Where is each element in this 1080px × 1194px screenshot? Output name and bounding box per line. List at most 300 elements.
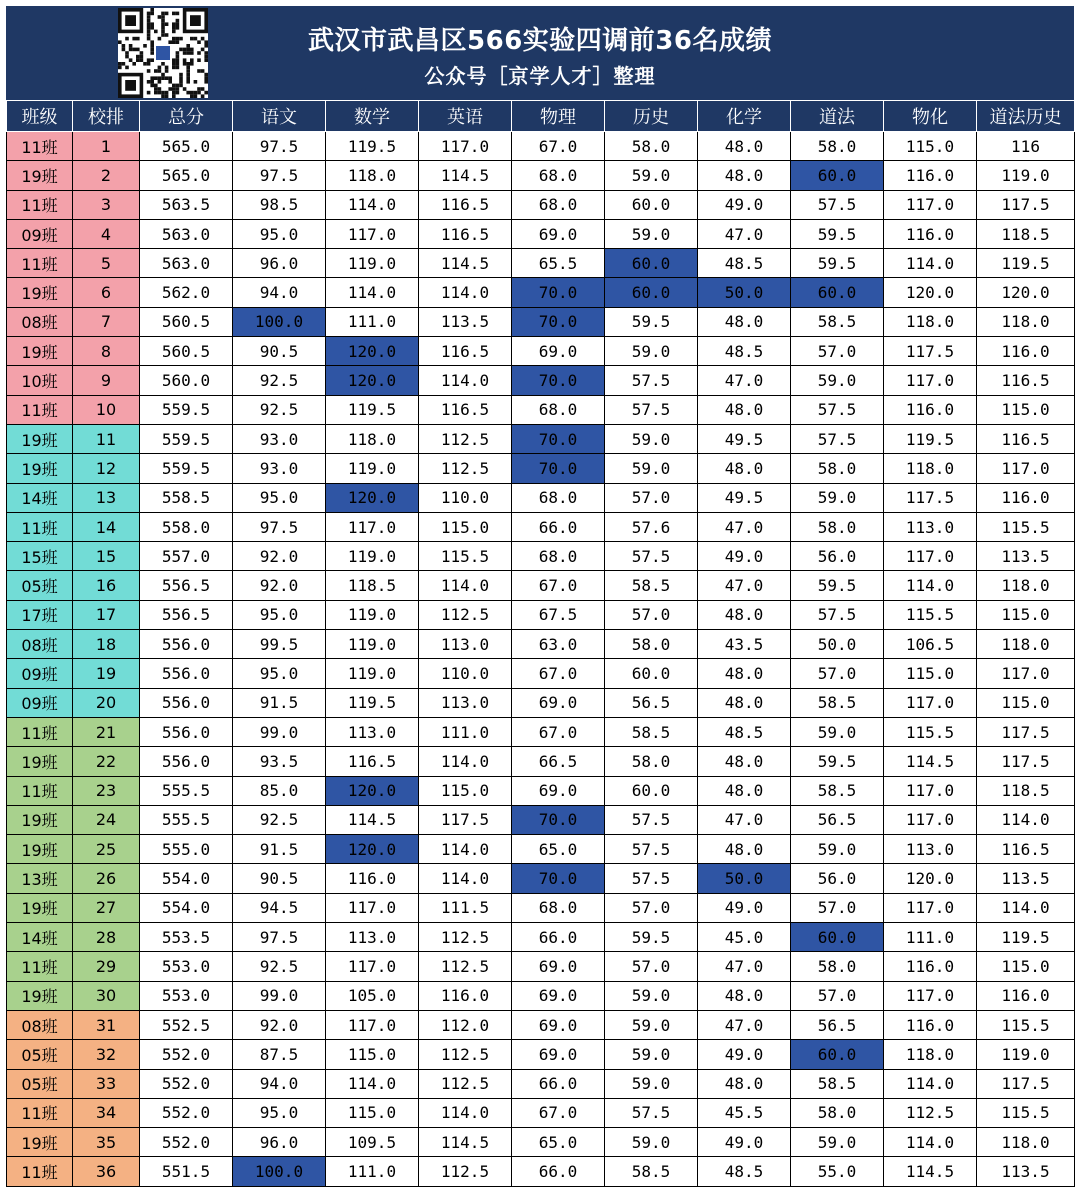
score-cell: 50.0	[791, 630, 884, 659]
score-cell: 59.0	[791, 835, 884, 864]
table-row	[7, 424, 1075, 453]
score-cell: 114.0	[884, 249, 977, 278]
score-cell: 60.0	[605, 776, 698, 805]
class-cell: 09班	[7, 219, 73, 248]
score-cell: 117.0	[419, 132, 512, 161]
score-cell: 552.0	[140, 1040, 233, 1069]
score-cell: 47.0	[698, 366, 791, 395]
score-cell: 552.5	[140, 1010, 233, 1039]
table-row	[7, 747, 1075, 776]
score-cell: 118.0	[977, 571, 1075, 600]
score-cell: 59.0	[791, 483, 884, 512]
score-cell: 556.5	[140, 571, 233, 600]
score-cell: 114.5	[326, 805, 419, 834]
table-row	[7, 454, 1075, 483]
table-row	[7, 278, 1075, 307]
table-row	[7, 366, 1075, 395]
score-cell: 560.0	[140, 366, 233, 395]
column-header: 物化	[884, 101, 977, 132]
score-cell: 68.0	[512, 190, 605, 219]
table-row	[7, 688, 1075, 717]
score-cell: 58.0	[605, 132, 698, 161]
score-cell: 554.0	[140, 893, 233, 922]
class-cell: 11班	[7, 190, 73, 219]
score-cell: 116.0	[884, 161, 977, 190]
score-cell: 117.5	[884, 483, 977, 512]
score-cell: 96.0	[233, 249, 326, 278]
score-cell: 551.5	[140, 1157, 233, 1186]
score-cell: 113.5	[419, 307, 512, 336]
class-cell: 19班	[7, 893, 73, 922]
score-cell: 114.0	[326, 1069, 419, 1098]
column-header: 班级	[7, 101, 73, 132]
score-cell: 97.5	[233, 923, 326, 952]
score-cell: 116.5	[977, 424, 1075, 453]
score-cell: 106.5	[884, 630, 977, 659]
score-cell: 48.5	[698, 717, 791, 746]
score-cell: 57.5	[791, 190, 884, 219]
score-cell: 58.5	[791, 307, 884, 336]
class-cell: 13班	[7, 864, 73, 893]
table-row	[7, 1128, 1075, 1157]
score-cell: 68.0	[512, 161, 605, 190]
rank-cell: 6	[73, 278, 140, 307]
score-cell: 559.5	[140, 454, 233, 483]
score-cell: 111.5	[419, 893, 512, 922]
score-cell: 558.5	[140, 483, 233, 512]
score-cell: 60.0	[605, 278, 698, 307]
class-cell: 19班	[7, 278, 73, 307]
score-cell: 115.5	[977, 1098, 1075, 1127]
score-cell: 553.0	[140, 952, 233, 981]
score-cell: 69.0	[512, 219, 605, 248]
score-cell: 119.0	[326, 454, 419, 483]
column-header: 物理	[512, 101, 605, 132]
score-cell: 48.0	[698, 835, 791, 864]
score-cell: 50.0	[698, 278, 791, 307]
table-row	[7, 1069, 1075, 1098]
score-cell: 116.0	[419, 981, 512, 1010]
score-cell: 59.5	[791, 747, 884, 776]
score-cell: 56.5	[605, 688, 698, 717]
score-cell: 58.0	[605, 630, 698, 659]
score-cell: 65.0	[512, 835, 605, 864]
score-cell: 92.0	[233, 542, 326, 571]
score-cell: 559.5	[140, 424, 233, 453]
rank-cell: 28	[73, 923, 140, 952]
column-header: 校排	[73, 101, 140, 132]
score-cell: 119.0	[326, 630, 419, 659]
rank-cell: 15	[73, 542, 140, 571]
rank-cell: 7	[73, 307, 140, 336]
rank-cell: 14	[73, 512, 140, 541]
score-cell: 47.0	[698, 512, 791, 541]
score-cell: 57.5	[605, 395, 698, 424]
score-cell: 48.0	[698, 395, 791, 424]
score-cell: 114.0	[326, 278, 419, 307]
score-cell: 115.0	[326, 1098, 419, 1127]
class-cell: 11班	[7, 395, 73, 424]
score-cell: 114.0	[419, 571, 512, 600]
score-cell: 69.0	[512, 981, 605, 1010]
score-cell: 119.0	[326, 542, 419, 571]
class-cell: 19班	[7, 161, 73, 190]
score-cell: 67.0	[512, 132, 605, 161]
rank-cell: 36	[73, 1157, 140, 1186]
class-cell: 19班	[7, 454, 73, 483]
class-cell: 08班	[7, 307, 73, 336]
score-cell: 117.0	[326, 1010, 419, 1039]
score-cell: 70.0	[512, 864, 605, 893]
score-cell: 116.0	[326, 864, 419, 893]
score-cell: 117.0	[884, 981, 977, 1010]
score-cell: 114.5	[419, 1128, 512, 1157]
score-cell: 92.5	[233, 366, 326, 395]
class-cell: 08班	[7, 630, 73, 659]
score-cell: 112.5	[419, 952, 512, 981]
score-cell: 117.0	[884, 893, 977, 922]
score-cell: 120.0	[977, 278, 1075, 307]
class-cell: 19班	[7, 835, 73, 864]
score-cell: 118.0	[977, 1128, 1075, 1157]
rank-cell: 8	[73, 337, 140, 366]
score-cell: 57.6	[605, 512, 698, 541]
score-cell: 57.0	[605, 600, 698, 629]
score-cell: 48.5	[698, 337, 791, 366]
class-cell: 14班	[7, 483, 73, 512]
score-cell: 70.0	[512, 366, 605, 395]
rank-cell: 29	[73, 952, 140, 981]
score-cell: 57.5	[605, 864, 698, 893]
score-cell: 99.0	[233, 981, 326, 1010]
score-cell: 58.0	[605, 747, 698, 776]
class-cell: 11班	[7, 1157, 73, 1186]
score-cell: 66.0	[512, 1069, 605, 1098]
class-cell: 19班	[7, 337, 73, 366]
score-cell: 117.0	[326, 512, 419, 541]
score-cell: 115.0	[884, 659, 977, 688]
score-cell: 113.5	[977, 864, 1075, 893]
score-cell: 563.0	[140, 219, 233, 248]
score-cell: 112.5	[419, 1040, 512, 1069]
column-header: 总分	[140, 101, 233, 132]
rank-cell: 18	[73, 630, 140, 659]
score-cell: 57.5	[605, 542, 698, 571]
score-cell: 112.5	[884, 1098, 977, 1127]
rank-cell: 26	[73, 864, 140, 893]
score-cell: 560.5	[140, 307, 233, 336]
table-row	[7, 307, 1075, 336]
rank-cell: 17	[73, 600, 140, 629]
rank-cell: 16	[73, 571, 140, 600]
score-cell: 112.5	[419, 454, 512, 483]
score-cell: 117.5	[977, 747, 1075, 776]
score-cell: 58.5	[605, 717, 698, 746]
score-cell: 94.0	[233, 278, 326, 307]
score-cell: 58.5	[791, 688, 884, 717]
score-cell: 59.0	[605, 1128, 698, 1157]
score-cell: 118.0	[884, 454, 977, 483]
table-row	[7, 1098, 1075, 1127]
score-cell: 57.0	[605, 893, 698, 922]
score-cell: 116.0	[884, 395, 977, 424]
class-cell: 15班	[7, 542, 73, 571]
score-cell: 117.5	[884, 337, 977, 366]
score-table	[6, 100, 1075, 1187]
score-cell: 48.0	[698, 132, 791, 161]
score-cell: 68.0	[512, 542, 605, 571]
table-row	[7, 483, 1075, 512]
table-body	[7, 132, 1075, 1187]
score-cell: 114.0	[884, 571, 977, 600]
table-row	[7, 161, 1075, 190]
score-cell: 555.5	[140, 805, 233, 834]
table-row	[7, 630, 1075, 659]
score-cell: 58.0	[791, 512, 884, 541]
rank-cell: 11	[73, 424, 140, 453]
table-row	[7, 1010, 1075, 1039]
score-cell: 91.5	[233, 835, 326, 864]
score-cell: 563.5	[140, 190, 233, 219]
score-cell: 552.0	[140, 1098, 233, 1127]
rank-cell: 4	[73, 219, 140, 248]
score-cell: 67.5	[512, 600, 605, 629]
column-header: 道法	[791, 101, 884, 132]
score-cell: 113.0	[326, 923, 419, 952]
score-cell: 117.0	[884, 776, 977, 805]
score-cell: 96.0	[233, 1128, 326, 1157]
score-cell: 66.0	[512, 1157, 605, 1186]
score-cell: 118.0	[326, 161, 419, 190]
rank-cell: 31	[73, 1010, 140, 1039]
score-cell: 555.5	[140, 776, 233, 805]
rank-cell: 9	[73, 366, 140, 395]
score-cell: 59.5	[791, 219, 884, 248]
score-cell: 556.0	[140, 717, 233, 746]
score-cell: 95.0	[233, 219, 326, 248]
score-cell: 63.0	[512, 630, 605, 659]
score-cell: 60.0	[791, 1040, 884, 1069]
score-cell: 115.0	[977, 600, 1075, 629]
score-cell: 95.0	[233, 483, 326, 512]
score-cell: 565.0	[140, 161, 233, 190]
score-cell: 117.5	[419, 805, 512, 834]
score-cell: 553.0	[140, 981, 233, 1010]
score-cell: 115.0	[977, 395, 1075, 424]
score-cell: 59.0	[605, 337, 698, 366]
score-cell: 57.0	[791, 337, 884, 366]
score-cell: 58.0	[791, 454, 884, 483]
column-header: 道法历史	[977, 101, 1075, 132]
score-cell: 115.0	[419, 512, 512, 541]
score-cell: 116.0	[977, 337, 1075, 366]
score-cell: 60.0	[605, 249, 698, 278]
score-cell: 120.0	[884, 864, 977, 893]
score-cell: 114.5	[419, 249, 512, 278]
rank-cell: 30	[73, 981, 140, 1010]
score-cell: 93.0	[233, 454, 326, 483]
score-cell: 97.5	[233, 512, 326, 541]
score-cell: 119.0	[326, 659, 419, 688]
score-cell: 67.0	[512, 717, 605, 746]
score-cell: 85.0	[233, 776, 326, 805]
score-cell: 66.0	[512, 512, 605, 541]
score-cell: 49.0	[698, 542, 791, 571]
score-cell: 56.5	[791, 805, 884, 834]
score-cell: 113.0	[326, 717, 419, 746]
score-cell: 59.5	[605, 923, 698, 952]
score-cell: 70.0	[512, 805, 605, 834]
class-cell: 14班	[7, 923, 73, 952]
column-header: 历史	[605, 101, 698, 132]
score-cell: 65.0	[512, 1128, 605, 1157]
score-cell: 115.0	[977, 952, 1075, 981]
class-cell: 08班	[7, 1010, 73, 1039]
score-cell: 59.5	[791, 249, 884, 278]
score-cell: 558.0	[140, 512, 233, 541]
score-cell: 111.0	[419, 717, 512, 746]
score-cell: 100.0	[233, 307, 326, 336]
score-cell: 60.0	[605, 190, 698, 219]
table-row	[7, 893, 1075, 922]
score-cell: 47.0	[698, 805, 791, 834]
score-cell: 554.0	[140, 864, 233, 893]
score-cell: 49.0	[698, 1040, 791, 1069]
score-cell: 116.5	[419, 337, 512, 366]
class-cell: 11班	[7, 1098, 73, 1127]
score-cell: 111.0	[326, 307, 419, 336]
score-cell: 114.5	[419, 161, 512, 190]
score-cell: 95.0	[233, 600, 326, 629]
class-cell: 05班	[7, 1040, 73, 1069]
rank-cell: 24	[73, 805, 140, 834]
score-cell: 59.0	[791, 1128, 884, 1157]
score-cell: 556.0	[140, 659, 233, 688]
rank-cell: 13	[73, 483, 140, 512]
score-cell: 87.5	[233, 1040, 326, 1069]
score-cell: 69.0	[512, 688, 605, 717]
score-cell: 58.0	[791, 952, 884, 981]
score-cell: 92.5	[233, 395, 326, 424]
score-cell: 560.5	[140, 337, 233, 366]
score-cell: 58.5	[605, 1157, 698, 1186]
score-cell: 119.5	[977, 249, 1075, 278]
score-cell: 47.0	[698, 571, 791, 600]
score-cell: 115.5	[884, 717, 977, 746]
score-cell: 48.0	[698, 981, 791, 1010]
score-cell: 556.5	[140, 600, 233, 629]
score-cell: 92.0	[233, 1010, 326, 1039]
score-cell: 48.0	[698, 161, 791, 190]
qr-code-icon	[118, 8, 208, 98]
score-cell: 116.0	[977, 981, 1075, 1010]
score-cell: 562.0	[140, 278, 233, 307]
score-cell: 114.0	[977, 805, 1075, 834]
score-cell: 552.0	[140, 1069, 233, 1098]
score-cell: 120.0	[326, 776, 419, 805]
score-cell: 117.0	[326, 952, 419, 981]
rank-cell: 10	[73, 395, 140, 424]
score-cell: 115.0	[977, 688, 1075, 717]
score-cell: 90.5	[233, 864, 326, 893]
class-cell: 10班	[7, 366, 73, 395]
score-cell: 116.0	[977, 483, 1075, 512]
score-cell: 59.0	[791, 366, 884, 395]
score-cell: 67.0	[512, 659, 605, 688]
score-cell: 114.0	[419, 835, 512, 864]
score-cell: 115.0	[419, 776, 512, 805]
score-cell: 59.0	[605, 1010, 698, 1039]
class-cell: 19班	[7, 805, 73, 834]
score-cell: 97.5	[233, 161, 326, 190]
score-cell: 115.5	[977, 1010, 1075, 1039]
class-cell: 19班	[7, 1128, 73, 1157]
class-cell: 09班	[7, 688, 73, 717]
table-row	[7, 571, 1075, 600]
score-cell: 117.0	[977, 659, 1075, 688]
score-cell: 48.0	[698, 454, 791, 483]
score-cell: 119.5	[884, 424, 977, 453]
score-cell: 45.0	[698, 923, 791, 952]
score-cell: 117.0	[977, 454, 1075, 483]
rank-cell: 25	[73, 835, 140, 864]
score-cell: 95.0	[233, 1098, 326, 1127]
rank-cell: 34	[73, 1098, 140, 1127]
score-cell: 69.0	[512, 776, 605, 805]
score-cell: 117.0	[884, 366, 977, 395]
class-cell: 11班	[7, 717, 73, 746]
score-cell: 112.5	[419, 1069, 512, 1098]
score-cell: 114.5	[884, 1157, 977, 1186]
score-cell: 116.0	[884, 952, 977, 981]
score-cell: 119.0	[977, 1040, 1075, 1069]
rank-cell: 21	[73, 717, 140, 746]
column-header: 英语	[419, 101, 512, 132]
score-cell: 556.0	[140, 688, 233, 717]
rank-cell: 35	[73, 1128, 140, 1157]
score-cell: 114.0	[419, 864, 512, 893]
rank-cell: 32	[73, 1040, 140, 1069]
score-cell: 56.5	[791, 1010, 884, 1039]
rank-cell: 2	[73, 161, 140, 190]
score-cell: 68.0	[512, 893, 605, 922]
table-row	[7, 981, 1075, 1010]
score-cell: 557.0	[140, 542, 233, 571]
table-row	[7, 1040, 1075, 1069]
score-cell: 99.5	[233, 630, 326, 659]
class-cell: 19班	[7, 981, 73, 1010]
score-cell: 116.5	[419, 395, 512, 424]
score-cell: 113.0	[419, 630, 512, 659]
score-cell: 116	[977, 132, 1075, 161]
rank-cell: 19	[73, 659, 140, 688]
score-cell: 69.0	[512, 1040, 605, 1069]
score-cell: 114.0	[326, 190, 419, 219]
score-cell: 57.0	[791, 893, 884, 922]
score-cell: 113.0	[884, 512, 977, 541]
score-cell: 114.5	[884, 747, 977, 776]
class-cell: 11班	[7, 249, 73, 278]
score-cell: 105.0	[326, 981, 419, 1010]
score-cell: 120.0	[326, 366, 419, 395]
class-cell: 11班	[7, 776, 73, 805]
score-cell: 49.5	[698, 424, 791, 453]
score-cell: 49.0	[698, 893, 791, 922]
class-cell: 19班	[7, 424, 73, 453]
column-header: 数学	[326, 101, 419, 132]
score-cell: 59.5	[791, 571, 884, 600]
score-cell: 58.5	[605, 571, 698, 600]
